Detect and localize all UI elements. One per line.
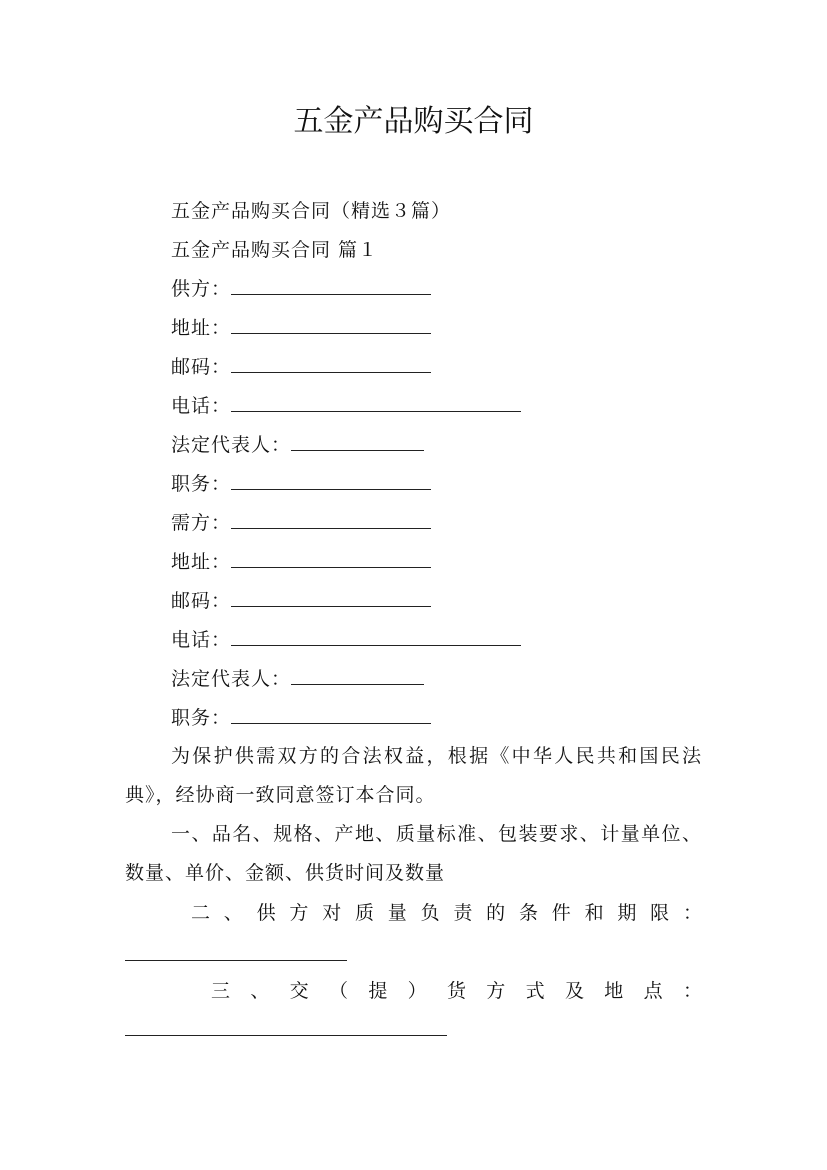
buyer-phone-label: 电话： — [171, 629, 232, 651]
buyer-rep-blank — [291, 666, 424, 685]
clause-2-char: 方 — [289, 902, 309, 924]
clause-2-heading — [125, 900, 702, 926]
clause-2-char: 和 — [584, 902, 604, 924]
supplier-address-line — [171, 315, 431, 341]
clause-3-char: 及 — [564, 980, 584, 1002]
supplier-phone-label: 电话： — [171, 395, 232, 417]
clause-2-char: 对 — [322, 902, 342, 924]
clause-3-char: （ — [328, 980, 348, 1002]
clause-3-char: 货 — [446, 980, 466, 1002]
buyer-phone-blank — [231, 627, 521, 646]
supplier-position-blank — [231, 471, 431, 490]
clause-3-char: 点 — [643, 980, 663, 1002]
buyer-postcode-label: 邮码： — [171, 590, 232, 612]
supplier-position-label: 职务： — [171, 473, 232, 495]
document-subtitle: 五金产品购买合同（精选３篇） — [171, 200, 452, 222]
document-title: 五金产品购买合同 — [293, 104, 534, 139]
supplier-address-blank — [231, 315, 431, 334]
clause-3-blank — [125, 1034, 447, 1036]
supplier-rep-label: 法定代表人： — [171, 434, 292, 456]
buyer-line — [171, 510, 431, 536]
clause-3-char: 提 — [368, 980, 388, 1002]
clause-3-char: ） — [407, 980, 427, 1002]
clause-2-char: 限 — [650, 902, 670, 924]
buyer-position-label: 职务： — [171, 707, 232, 729]
supplier-blank — [231, 276, 431, 295]
buyer-label: 需方： — [171, 512, 232, 534]
part-heading: 五金产品购买合同 篇１ — [171, 239, 379, 261]
clause-2-char: 供 — [256, 902, 276, 924]
clause-3-heading — [125, 978, 702, 1004]
buyer-rep-line — [171, 666, 424, 692]
clause-2-char: 二 — [191, 902, 211, 924]
supplier-rep-blank — [291, 432, 424, 451]
clause-2-char: 责 — [453, 902, 473, 924]
supplier-postcode-label: 邮码： — [171, 356, 232, 378]
clause-3-char: 式 — [525, 980, 545, 1002]
clause-2-char: ： — [682, 902, 702, 924]
clause-1-paragraph: 一、品名、规格、产地、质量标准、包装要求、计量单位、数量、单价、金额、供货时间及数量 — [125, 823, 702, 884]
clause-3-char: 、 — [250, 980, 270, 1002]
supplier-phone-line — [171, 393, 521, 419]
buyer-phone-line — [171, 627, 521, 653]
buyer-position-blank — [231, 705, 431, 724]
supplier-position-line — [171, 471, 431, 497]
clause-2-char: 条 — [518, 902, 538, 924]
clause-3-char: 三 — [211, 980, 231, 1002]
supplier-postcode-blank — [231, 354, 431, 373]
clause-3-char: ： — [682, 980, 702, 1002]
clause-2-blank — [125, 959, 347, 961]
clause-2-char: 质 — [354, 902, 374, 924]
clause-2-char: 量 — [387, 902, 407, 924]
clause-2-char: 负 — [420, 902, 440, 924]
supplier-address-label: 地址： — [171, 317, 232, 339]
clause-2-char: 、 — [223, 902, 243, 924]
buyer-postcode-blank — [231, 588, 431, 607]
clause-2-char: 期 — [617, 902, 637, 924]
buyer-postcode-line — [171, 588, 431, 614]
supplier-label: 供方： — [171, 278, 232, 300]
buyer-rep-label: 法定代表人： — [171, 668, 292, 690]
clause-3-char: 地 — [604, 980, 624, 1002]
clause-3-char: 方 — [486, 980, 506, 1002]
supplier-phone-blank — [231, 393, 521, 412]
supplier-line — [171, 276, 431, 302]
intro-paragraph: 为保护供需双方的合法权益，根据《中华人民共和国民法典》，经协商一致同意签订本合同。 — [125, 745, 702, 806]
buyer-address-blank — [231, 549, 431, 568]
supplier-rep-line — [171, 432, 424, 458]
buyer-position-line — [171, 705, 431, 731]
buyer-address-line — [171, 549, 431, 575]
clause-2-char: 的 — [486, 902, 506, 924]
buyer-address-label: 地址： — [171, 551, 232, 573]
buyer-blank — [231, 510, 431, 529]
clause-3-char: 交 — [289, 980, 309, 1002]
supplier-postcode-line — [171, 354, 431, 380]
clause-2-char: 件 — [551, 902, 571, 924]
